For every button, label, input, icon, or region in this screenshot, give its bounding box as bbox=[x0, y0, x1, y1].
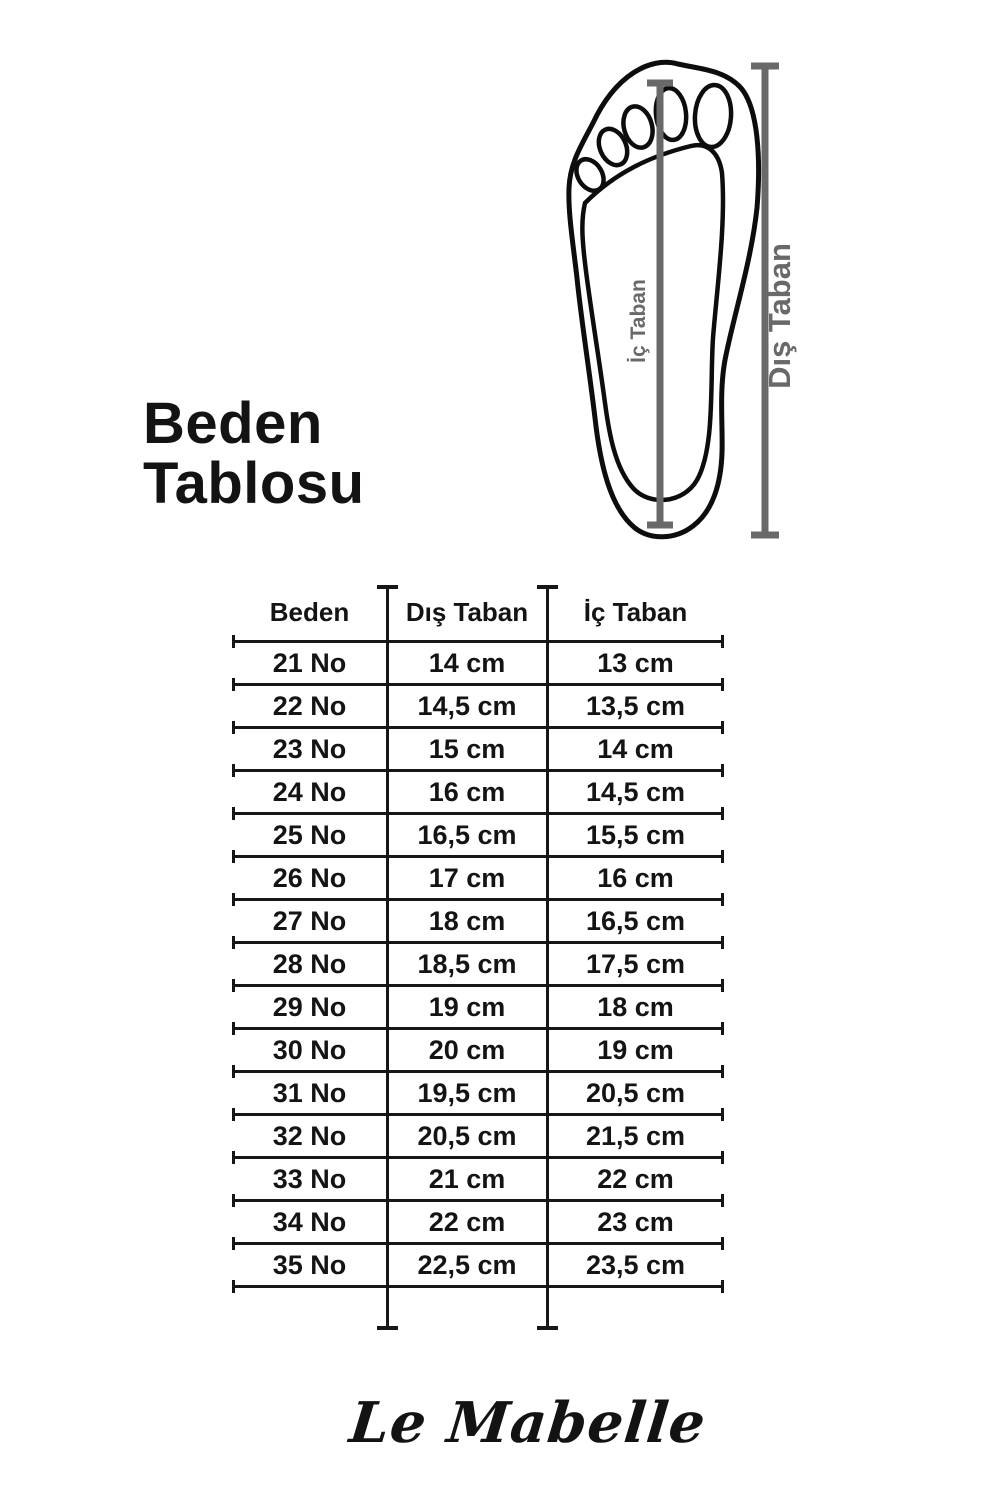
table-cell: 13,5 cm bbox=[585, 690, 686, 721]
table-cell: 21,5 cm bbox=[585, 1120, 686, 1151]
column-header-beden: Beden bbox=[269, 597, 350, 627]
column-header-ic-taban: İç Taban bbox=[583, 597, 688, 627]
inner-sole-label: İç Taban bbox=[627, 279, 650, 363]
table-row bbox=[232, 1159, 724, 1199]
row-divider-line bbox=[232, 769, 724, 772]
row-divider-line bbox=[232, 1027, 724, 1030]
table-cell: 19 cm bbox=[428, 991, 506, 1022]
table-cell: 23 No bbox=[272, 733, 347, 764]
row-divider-line bbox=[232, 1285, 724, 1288]
column-header-dis-taban: Dış Taban bbox=[405, 597, 529, 627]
table-cell: 15,5 cm bbox=[585, 819, 686, 850]
outer-sole-label: Dış Taban bbox=[762, 243, 797, 389]
table-cell: 21 No bbox=[272, 647, 347, 678]
big-toe-icon bbox=[693, 84, 733, 148]
row-divider-line bbox=[232, 726, 724, 729]
table-cell: 16,5 cm bbox=[417, 819, 517, 850]
row-divider-line bbox=[232, 1070, 724, 1073]
table-cell: 20,5 cm bbox=[585, 1077, 686, 1108]
foot-measurement-diagram bbox=[545, 28, 830, 578]
column-divider-line bbox=[386, 585, 389, 1330]
table-row bbox=[232, 901, 724, 941]
table-cell: 32 No bbox=[272, 1120, 347, 1151]
row-divider-line bbox=[232, 683, 724, 686]
table-cell: 20 cm bbox=[428, 1034, 506, 1065]
size-table bbox=[232, 585, 724, 1288]
row-divider-line bbox=[232, 640, 724, 643]
table-cell: 29 No bbox=[272, 991, 347, 1022]
table-cell: 26 No bbox=[272, 862, 347, 893]
table-cell: 22,5 cm bbox=[417, 1249, 517, 1280]
table-cell: 21 cm bbox=[428, 1163, 506, 1194]
table-row bbox=[232, 686, 724, 726]
page-title-line-2: Tablosu bbox=[143, 451, 365, 516]
row-divider-line bbox=[232, 1156, 724, 1159]
table-cell: 20,5 cm bbox=[417, 1120, 517, 1151]
table-cell: 18 cm bbox=[428, 905, 506, 936]
table-cell: 16 cm bbox=[428, 776, 506, 807]
size-table-header bbox=[232, 585, 724, 640]
table-row bbox=[232, 1073, 724, 1113]
foot-inner-sole-outline bbox=[582, 145, 723, 500]
row-divider-line bbox=[232, 984, 724, 987]
table-cell: 17 cm bbox=[428, 862, 506, 893]
page-title-line-1: Beden bbox=[143, 391, 323, 456]
brand-logo: Le Mabelle bbox=[346, 1390, 710, 1456]
table-row bbox=[232, 987, 724, 1027]
table-cell: 33 No bbox=[272, 1163, 347, 1194]
table-row bbox=[232, 1116, 724, 1156]
table-cell: 22 cm bbox=[428, 1206, 506, 1237]
table-cell: 14 cm bbox=[597, 733, 674, 764]
row-divider-line bbox=[232, 898, 724, 901]
table-cell: 22 cm bbox=[597, 1163, 674, 1194]
row-divider-line bbox=[232, 1199, 724, 1202]
table-cell: 19,5 cm bbox=[417, 1077, 517, 1108]
table-cell: 17,5 cm bbox=[585, 948, 686, 979]
table-cell: 23,5 cm bbox=[585, 1249, 686, 1280]
table-cell: 16,5 cm bbox=[585, 905, 686, 936]
table-row bbox=[232, 643, 724, 683]
table-cell: 31 No bbox=[272, 1077, 347, 1108]
table-row bbox=[232, 858, 724, 898]
row-divider-line bbox=[232, 941, 724, 944]
table-cell: 24 No bbox=[272, 776, 347, 807]
table-row bbox=[232, 815, 724, 855]
table-cell: 34 No bbox=[272, 1206, 347, 1237]
table-row bbox=[232, 729, 724, 769]
size-table-body bbox=[232, 640, 724, 1288]
table-cell: 13 cm bbox=[597, 647, 674, 678]
row-divider-line bbox=[232, 812, 724, 815]
table-cell: 30 No bbox=[272, 1034, 347, 1065]
row-divider-line bbox=[232, 855, 724, 858]
table-cell: 14 cm bbox=[428, 647, 506, 678]
table-cell: 18,5 cm bbox=[417, 948, 517, 979]
table-cell: 19 cm bbox=[597, 1034, 674, 1065]
table-cell: 22 No bbox=[272, 690, 347, 721]
row-divider-line bbox=[232, 1242, 724, 1245]
table-cell: 16 cm bbox=[597, 862, 674, 893]
table-cell: 27 No bbox=[272, 905, 347, 936]
column-divider-line bbox=[546, 585, 549, 1330]
page-title bbox=[143, 391, 365, 516]
table-cell: 28 No bbox=[272, 948, 347, 979]
table-cell: 23 cm bbox=[597, 1206, 674, 1237]
table-cell: 14,5 cm bbox=[417, 690, 517, 721]
table-cell: 14,5 cm bbox=[585, 776, 686, 807]
row-divider-line bbox=[232, 1113, 724, 1116]
table-row bbox=[232, 1245, 724, 1285]
table-cell: 25 No bbox=[272, 819, 347, 850]
table-row bbox=[232, 1202, 724, 1242]
table-row bbox=[232, 772, 724, 812]
table-row bbox=[232, 1030, 724, 1070]
table-row bbox=[232, 944, 724, 984]
table-cell: 18 cm bbox=[597, 991, 674, 1022]
table-cell: 35 No bbox=[272, 1249, 347, 1280]
table-cell: 15 cm bbox=[428, 733, 506, 764]
